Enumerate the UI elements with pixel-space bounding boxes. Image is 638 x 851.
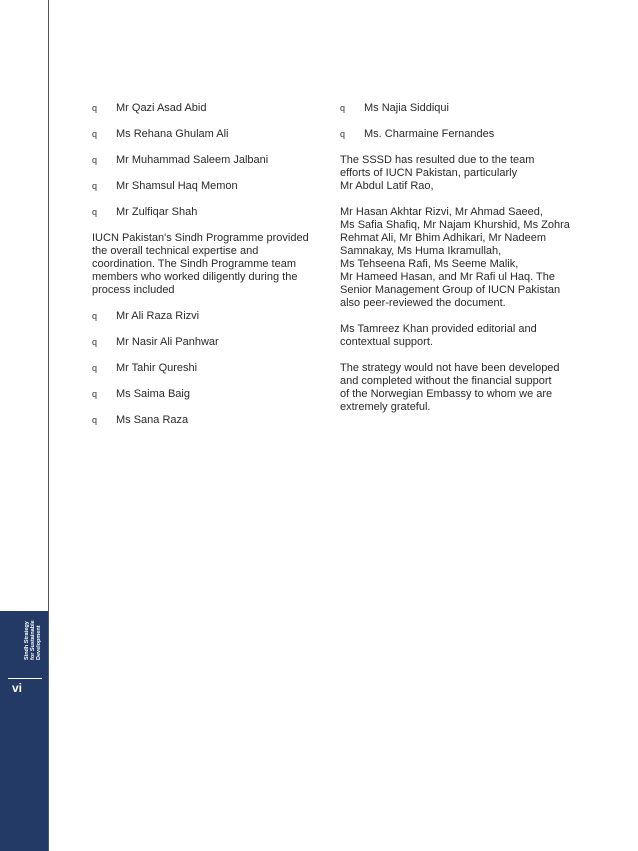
list-item bbox=[92, 154, 310, 167]
list-item bbox=[92, 362, 310, 375]
right-column bbox=[340, 102, 572, 427]
list-item bbox=[92, 336, 310, 349]
list-item-text: Ms Saima Baig bbox=[116, 388, 190, 400]
bullet-icon: q bbox=[92, 103, 98, 113]
publication-title-line: for Sustainable bbox=[30, 620, 36, 660]
list-item-text: Ms Najia Siddiqui bbox=[364, 102, 449, 114]
list-item-text: Ms. Charmaine Fernandes bbox=[364, 128, 495, 140]
page-number: vi bbox=[12, 681, 23, 695]
bullet-icon: q bbox=[92, 181, 98, 191]
list-item bbox=[92, 388, 310, 401]
list-item-text: Mr Ali Raza Rizvi bbox=[116, 310, 200, 322]
bullet-icon: q bbox=[92, 155, 98, 165]
publication-title-line: Development bbox=[36, 625, 42, 660]
list-item bbox=[92, 414, 310, 427]
list-item bbox=[92, 310, 310, 323]
list-item bbox=[92, 180, 310, 193]
list-item bbox=[340, 128, 572, 141]
bullet-icon: q bbox=[92, 415, 98, 425]
list-item-text: Mr Tahir Qureshi bbox=[116, 362, 198, 374]
bullet-icon: q bbox=[92, 311, 98, 321]
bullet-icon: q bbox=[92, 207, 98, 217]
list-item-text: Ms Sana Raza bbox=[116, 414, 189, 426]
sidebar-divider bbox=[8, 678, 42, 679]
paragraph: IUCN Pakistan's Sindh Programme provided the overall technical expertise and coordination. The Sindh Programme team members who worked diligently during the process included bbox=[92, 232, 309, 296]
paragraph: The SSSD has resulted due to the team efforts of IUCN Pakistan, particularly Mr Abdul Latif Rao, bbox=[340, 154, 535, 192]
list-item bbox=[92, 102, 310, 115]
publication-title bbox=[24, 620, 42, 660]
list-item-text: Mr Nasir Ali Panhwar bbox=[116, 336, 219, 348]
list-item-text: Mr Zulfiqar Shah bbox=[116, 206, 198, 218]
list-item bbox=[92, 128, 310, 141]
list-item-text: Mr Muhammad Saleem Jalbani bbox=[116, 154, 269, 166]
list-item bbox=[340, 102, 572, 115]
paragraph: The strategy would not have been developed and completed without the financial support of the Norwegian Embassy to whom we are extremely grateful. bbox=[340, 362, 560, 413]
bullet-icon: q bbox=[92, 337, 98, 347]
list-item bbox=[92, 206, 310, 219]
bullet-icon: q bbox=[340, 103, 346, 113]
publication-title-line: Sindh Strategy bbox=[24, 621, 30, 660]
bullet-icon: q bbox=[92, 129, 98, 139]
bullet-icon: q bbox=[92, 363, 98, 373]
left-column bbox=[92, 102, 310, 440]
bullet-icon: q bbox=[340, 129, 346, 139]
page-margin-rule bbox=[48, 0, 49, 851]
paragraph: Mr Hasan Akhtar Rizvi, Mr Ahmad Saeed, Ms Safia Shafiq, Mr Najam Khurshid, Ms Zohra Rehmat Ali, Mr Bhim Adhikari, Mr Nadeem Samnakay, Ms Huma Ikramullah, Ms Tehseena Rafi, Ms Seeme Malik, Mr Hameed Hasan, and Mr Rafi ul Haq. The Senior Management Group of IUCN Pakistan also peer-reviewed the document. bbox=[340, 206, 570, 309]
bullet-icon: q bbox=[92, 389, 98, 399]
list-item-text: Ms Rehana Ghulam Ali bbox=[116, 128, 229, 140]
list-item-text: Mr Shamsul Haq Memon bbox=[116, 180, 238, 192]
paragraph: Ms Tamreez Khan provided editorial and contextual support. bbox=[340, 323, 537, 348]
list-item-text: Mr Qazi Asad Abid bbox=[116, 102, 207, 114]
